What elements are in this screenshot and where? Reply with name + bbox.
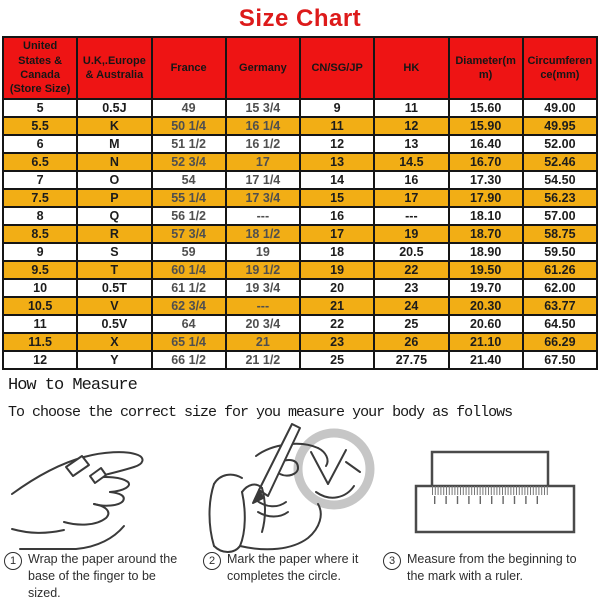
how-to-measure-subheading: To choose the correct size for you measure your body as follows bbox=[8, 404, 513, 421]
table-cell: 65 1/4 bbox=[152, 333, 226, 351]
table-cell: 0.5T bbox=[77, 279, 151, 297]
table-cell: 61 1/2 bbox=[152, 279, 226, 297]
how-to-measure-heading: How to Measure bbox=[8, 376, 137, 395]
table-cell: O bbox=[77, 171, 151, 189]
table-cell: 60 1/4 bbox=[152, 261, 226, 279]
table-cell: 21.40 bbox=[449, 351, 523, 369]
table-cell: 22 bbox=[300, 315, 374, 333]
table-cell: 18.70 bbox=[449, 225, 523, 243]
table-cell: 8 bbox=[3, 207, 77, 225]
table-cell: 56.23 bbox=[523, 189, 597, 207]
table-cell: 17.90 bbox=[449, 189, 523, 207]
table-cell: 52.00 bbox=[523, 135, 597, 153]
table-cell: 55 1/4 bbox=[152, 189, 226, 207]
table-cell: 18.90 bbox=[449, 243, 523, 261]
table-cell: 49.95 bbox=[523, 117, 597, 135]
table-cell: 57 3/4 bbox=[152, 225, 226, 243]
table-cell: 16 bbox=[300, 207, 374, 225]
table-cell: 25 bbox=[300, 351, 374, 369]
column-header: United States & Canada (Store Size) bbox=[3, 37, 77, 99]
table-cell: 17 bbox=[226, 153, 300, 171]
table-cell: 14.5 bbox=[374, 153, 448, 171]
table-cell: 19 3/4 bbox=[226, 279, 300, 297]
table-cell: 64.50 bbox=[523, 315, 597, 333]
table-cell: K bbox=[77, 117, 151, 135]
table-cell: 0.5V bbox=[77, 315, 151, 333]
table-cell: 23 bbox=[374, 279, 448, 297]
table-cell: 17 bbox=[300, 225, 374, 243]
table-cell: 20 3/4 bbox=[226, 315, 300, 333]
table-cell: 50 1/4 bbox=[152, 117, 226, 135]
table-cell: Y bbox=[77, 351, 151, 369]
table-row bbox=[3, 171, 597, 189]
table-cell: 19.70 bbox=[449, 279, 523, 297]
table-cell: 20.30 bbox=[449, 297, 523, 315]
table-row bbox=[3, 135, 597, 153]
ruler-measure-illustration bbox=[408, 446, 586, 538]
step-1-number-badge: 1 bbox=[4, 552, 22, 570]
table-cell: --- bbox=[226, 207, 300, 225]
table-cell: 10 bbox=[3, 279, 77, 297]
table-cell: X bbox=[77, 333, 151, 351]
table-cell: 21 bbox=[226, 333, 300, 351]
table-cell: 15 bbox=[300, 189, 374, 207]
table-cell: 61.26 bbox=[523, 261, 597, 279]
table-cell: 25 bbox=[374, 315, 448, 333]
table-cell: 15.60 bbox=[449, 99, 523, 117]
table-cell: 12 bbox=[300, 135, 374, 153]
table-cell: 16.40 bbox=[449, 135, 523, 153]
table-cell: 27.75 bbox=[374, 351, 448, 369]
table-row bbox=[3, 99, 597, 117]
table-cell: 16.70 bbox=[449, 153, 523, 171]
table-cell: 19 bbox=[226, 243, 300, 261]
table-cell: 63.77 bbox=[523, 297, 597, 315]
table-cell: 64 bbox=[152, 315, 226, 333]
table-row bbox=[3, 279, 597, 297]
table-cell: 20 bbox=[300, 279, 374, 297]
step-3-number-badge: 3 bbox=[383, 552, 401, 570]
table-cell: 19 1/2 bbox=[226, 261, 300, 279]
table-cell: 0.5J bbox=[77, 99, 151, 117]
table-cell: P bbox=[77, 189, 151, 207]
table-cell: 21.10 bbox=[449, 333, 523, 351]
table-cell: 13 bbox=[374, 135, 448, 153]
table-cell: 9 bbox=[3, 243, 77, 261]
table-cell: 24 bbox=[374, 297, 448, 315]
table-cell: 11 bbox=[300, 117, 374, 135]
table-cell: 10.5 bbox=[3, 297, 77, 315]
table-row bbox=[3, 243, 597, 261]
table-cell: 52 3/4 bbox=[152, 153, 226, 171]
column-header: Circumference(mm) bbox=[523, 37, 597, 99]
table-cell: 19 bbox=[300, 261, 374, 279]
table-cell: 6.5 bbox=[3, 153, 77, 171]
table-cell: 54.50 bbox=[523, 171, 597, 189]
table-cell: 18 1/2 bbox=[226, 225, 300, 243]
table-row bbox=[3, 351, 597, 369]
table-cell: 17 1/4 bbox=[226, 171, 300, 189]
table-cell: 19.50 bbox=[449, 261, 523, 279]
table-cell: 15 3/4 bbox=[226, 99, 300, 117]
table-cell: 9.5 bbox=[3, 261, 77, 279]
page-title: Size Chart bbox=[238, 5, 362, 32]
column-header: France bbox=[152, 37, 226, 99]
table-row bbox=[3, 153, 597, 171]
step-1-text: Wrap the paper around the base of the finger to be sized. bbox=[28, 552, 178, 600]
step-1-caption bbox=[4, 551, 184, 602]
table-cell: 9 bbox=[300, 99, 374, 117]
table-cell: 12 bbox=[3, 351, 77, 369]
table-cell: S bbox=[77, 243, 151, 261]
table-cell: 22 bbox=[374, 261, 448, 279]
step-3-caption bbox=[383, 551, 597, 585]
table-row bbox=[3, 297, 597, 315]
table-header-row bbox=[3, 37, 597, 99]
table-cell: 67.50 bbox=[523, 351, 597, 369]
table-cell: 13 bbox=[300, 153, 374, 171]
mark-paper-pen-illustration bbox=[196, 422, 380, 558]
table-cell: 62.00 bbox=[523, 279, 597, 297]
step-2-caption bbox=[203, 551, 371, 585]
table-row bbox=[3, 189, 597, 207]
table-cell: 19 bbox=[374, 225, 448, 243]
table-cell: --- bbox=[226, 297, 300, 315]
ring-size-table bbox=[2, 36, 598, 370]
column-header: Germany bbox=[226, 37, 300, 99]
table-cell: 14 bbox=[300, 171, 374, 189]
table-row bbox=[3, 207, 597, 225]
column-header: U.K,.Europe & Australia bbox=[77, 37, 151, 99]
table-cell: 16 bbox=[374, 171, 448, 189]
table-cell: 26 bbox=[374, 333, 448, 351]
table-cell: R bbox=[77, 225, 151, 243]
table-cell: 21 1/2 bbox=[226, 351, 300, 369]
table-cell: 51 1/2 bbox=[152, 135, 226, 153]
table-cell: 49 bbox=[152, 99, 226, 117]
table-cell: 52.46 bbox=[523, 153, 597, 171]
table-cell: 17 bbox=[374, 189, 448, 207]
table-cell: 59 bbox=[152, 243, 226, 261]
table-cell: 21 bbox=[300, 297, 374, 315]
table-cell: Q bbox=[77, 207, 151, 225]
table-cell: N bbox=[77, 153, 151, 171]
table-cell: 54 bbox=[152, 171, 226, 189]
table-cell: 62 3/4 bbox=[152, 297, 226, 315]
zoom-ring bbox=[298, 433, 370, 505]
table-cell: 11 bbox=[374, 99, 448, 117]
table-cell: T bbox=[77, 261, 151, 279]
wrap-paper-hand-illustration bbox=[6, 430, 164, 552]
table-cell: 7 bbox=[3, 171, 77, 189]
table-cell: 8.5 bbox=[3, 225, 77, 243]
table-cell: 11.5 bbox=[3, 333, 77, 351]
table-cell: 7.5 bbox=[3, 189, 77, 207]
table-row bbox=[3, 315, 597, 333]
table-cell: 57.00 bbox=[523, 207, 597, 225]
table-row bbox=[3, 333, 597, 351]
table-cell: 56 1/2 bbox=[152, 207, 226, 225]
table-cell: 16 1/4 bbox=[226, 117, 300, 135]
column-header: HK bbox=[374, 37, 448, 99]
table-cell: 18 bbox=[300, 243, 374, 261]
table-cell: 58.75 bbox=[523, 225, 597, 243]
table-cell: V bbox=[77, 297, 151, 315]
table-cell: 23 bbox=[300, 333, 374, 351]
table-cell: 49.00 bbox=[523, 99, 597, 117]
table-cell: 6 bbox=[3, 135, 77, 153]
table-row bbox=[3, 117, 597, 135]
step-2-text: Mark the paper where it completes the circle. bbox=[227, 552, 359, 583]
table-row bbox=[3, 225, 597, 243]
ruler-body bbox=[416, 486, 574, 532]
column-header: CN/SG/JP bbox=[300, 37, 374, 99]
table-cell: 11 bbox=[3, 315, 77, 333]
table-row bbox=[3, 261, 597, 279]
table-cell: 5 bbox=[3, 99, 77, 117]
table-cell: 12 bbox=[374, 117, 448, 135]
column-header: Diameter(mm) bbox=[449, 37, 523, 99]
table-cell: 66.29 bbox=[523, 333, 597, 351]
table-cell: --- bbox=[374, 207, 448, 225]
table-cell: 17 3/4 bbox=[226, 189, 300, 207]
step-2-number-badge: 2 bbox=[203, 552, 221, 570]
table-cell: 20.60 bbox=[449, 315, 523, 333]
table-cell: M bbox=[77, 135, 151, 153]
step-3-text: Measure from the beginning to the mark with a ruler. bbox=[407, 552, 577, 583]
table-cell: 18.10 bbox=[449, 207, 523, 225]
table-cell: 5.5 bbox=[3, 117, 77, 135]
table-cell: 15.90 bbox=[449, 117, 523, 135]
table-cell: 59.50 bbox=[523, 243, 597, 261]
table-cell: 17.30 bbox=[449, 171, 523, 189]
table-cell: 20.5 bbox=[374, 243, 448, 261]
table-cell: 16 1/2 bbox=[226, 135, 300, 153]
table-cell: 66 1/2 bbox=[152, 351, 226, 369]
